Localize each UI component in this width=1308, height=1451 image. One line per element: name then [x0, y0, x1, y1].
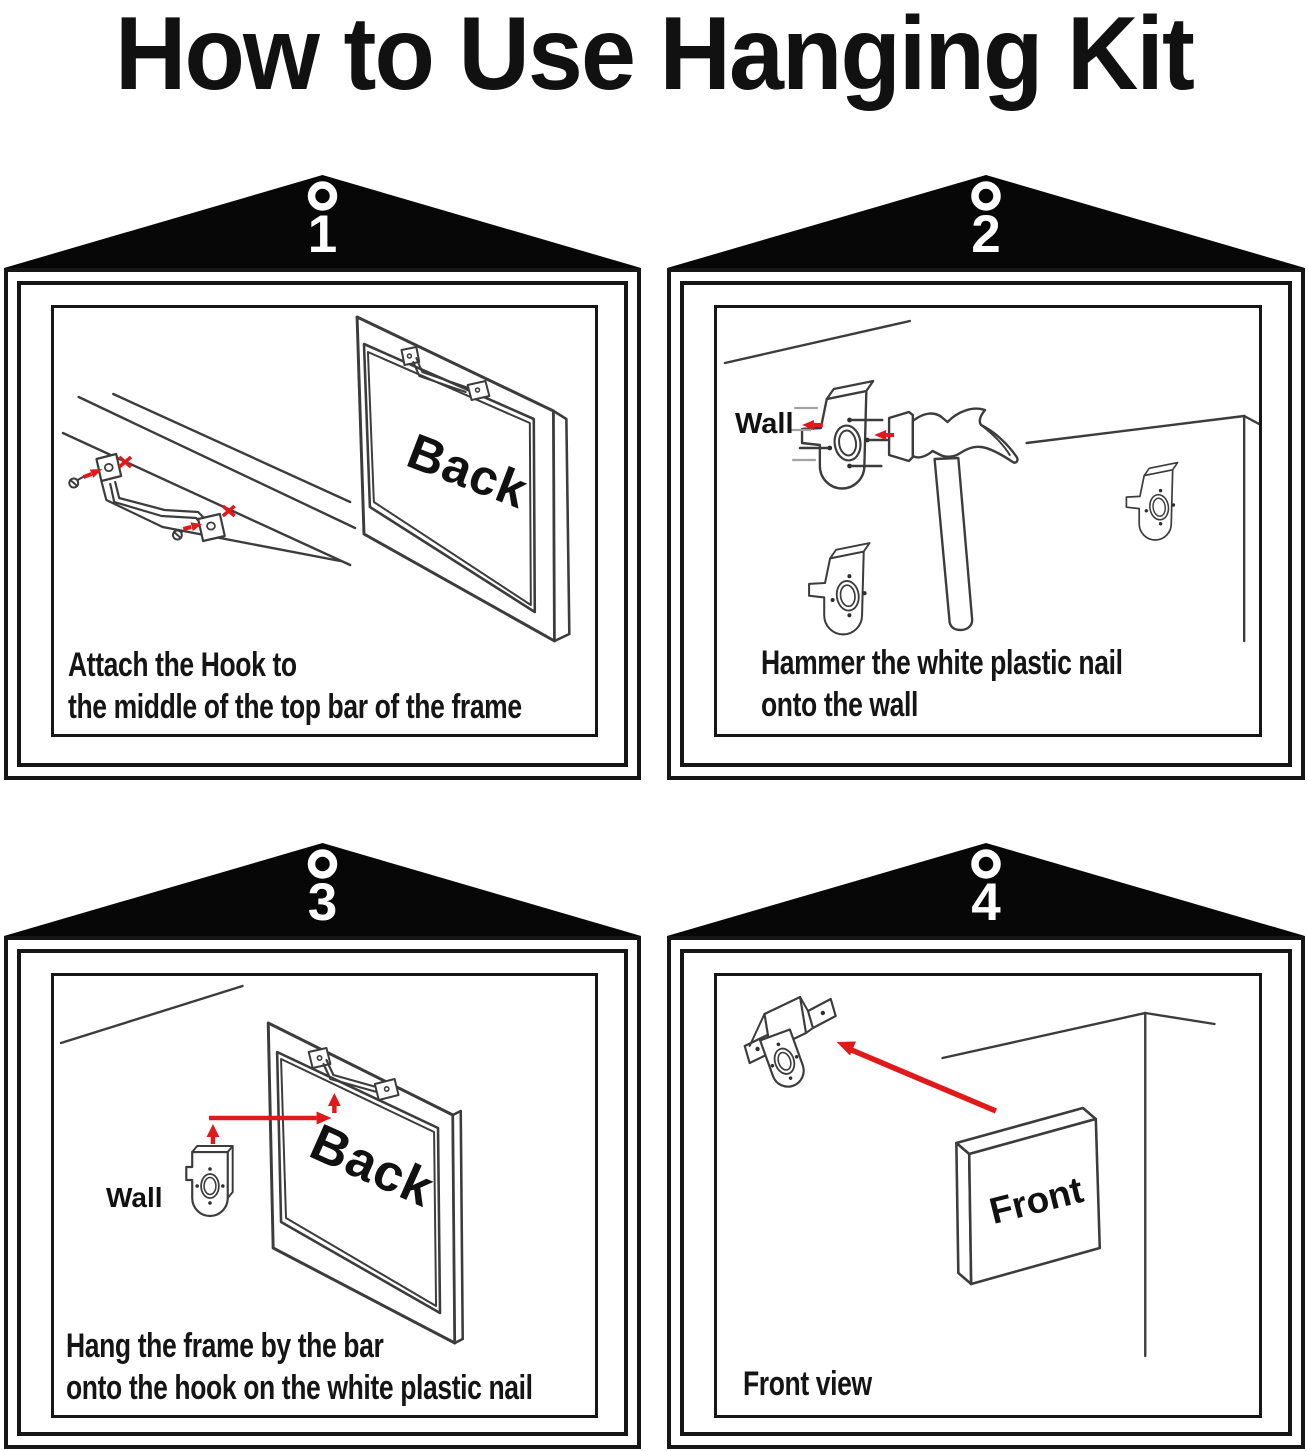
- step-4-caption: [743, 1363, 872, 1405]
- step-4-canvas: [714, 973, 1262, 1418]
- canvas-front-label: Front: [985, 1169, 1088, 1232]
- page-title: How to Use Hanging Kit: [115, 0, 1193, 112]
- step-3-inner-frame: [17, 949, 628, 1436]
- step-3-caption: [66, 1325, 533, 1409]
- step-2-inner-frame: [680, 281, 1292, 767]
- step-1-panel: [4, 175, 641, 780]
- step-3-panel: [4, 843, 641, 1449]
- step-1-inner-frame: [17, 281, 628, 767]
- step-2-outer-frame: [667, 268, 1305, 780]
- step-2-panel: [667, 175, 1305, 780]
- step-number: 1: [307, 205, 338, 264]
- plastic-nail: [802, 381, 873, 489]
- caption-line: Attach the Hook to: [68, 646, 297, 684]
- frame-back-label: Back: [400, 422, 536, 520]
- step-3-canvas: [51, 973, 598, 1418]
- step-3-outer-frame: [4, 936, 641, 1449]
- plastic-nail: [186, 1146, 232, 1216]
- screw-icon: [69, 476, 84, 488]
- caption-line: Hammer the white plastic nail: [761, 644, 1123, 682]
- step-2-caption: [761, 642, 1123, 726]
- step-3-roof: [4, 843, 641, 936]
- step-4-outer-frame: [667, 936, 1305, 1449]
- step-4-roof: [667, 843, 1305, 936]
- caption-line: Hang the frame by the bar: [66, 1327, 384, 1365]
- ceiling-line: [725, 321, 910, 363]
- x-mark-icon: [119, 457, 131, 467]
- step-4-panel: [667, 843, 1305, 1449]
- step-number: 3: [307, 873, 338, 932]
- step-1-caption: [68, 644, 522, 728]
- step-number: 4: [971, 873, 1001, 932]
- step-1-outer-frame: [4, 268, 641, 780]
- caption-line: onto the wall: [761, 686, 918, 724]
- hammer-icon: [889, 409, 1017, 630]
- step-number: 2: [971, 205, 1001, 264]
- wall-line: [61, 986, 243, 1043]
- step-2-roof: [667, 175, 1305, 268]
- plastic-nail: [760, 1029, 808, 1091]
- step-2-canvas: [714, 305, 1262, 737]
- caption-line: Front view: [743, 1365, 872, 1403]
- hook-and-nail-assembly: [745, 997, 836, 1091]
- caption-line: onto the hook on the white plastic nail: [66, 1369, 533, 1407]
- step-1-roof: [4, 175, 641, 268]
- wall-label: Wall: [735, 408, 794, 440]
- step-1-canvas: [51, 305, 598, 737]
- step-4-inner-frame: [680, 949, 1292, 1436]
- caption-line: the middle of the top bar of the frame: [68, 688, 522, 726]
- wall-label: Wall: [106, 1182, 163, 1213]
- frame-back-label: Back: [301, 1113, 443, 1219]
